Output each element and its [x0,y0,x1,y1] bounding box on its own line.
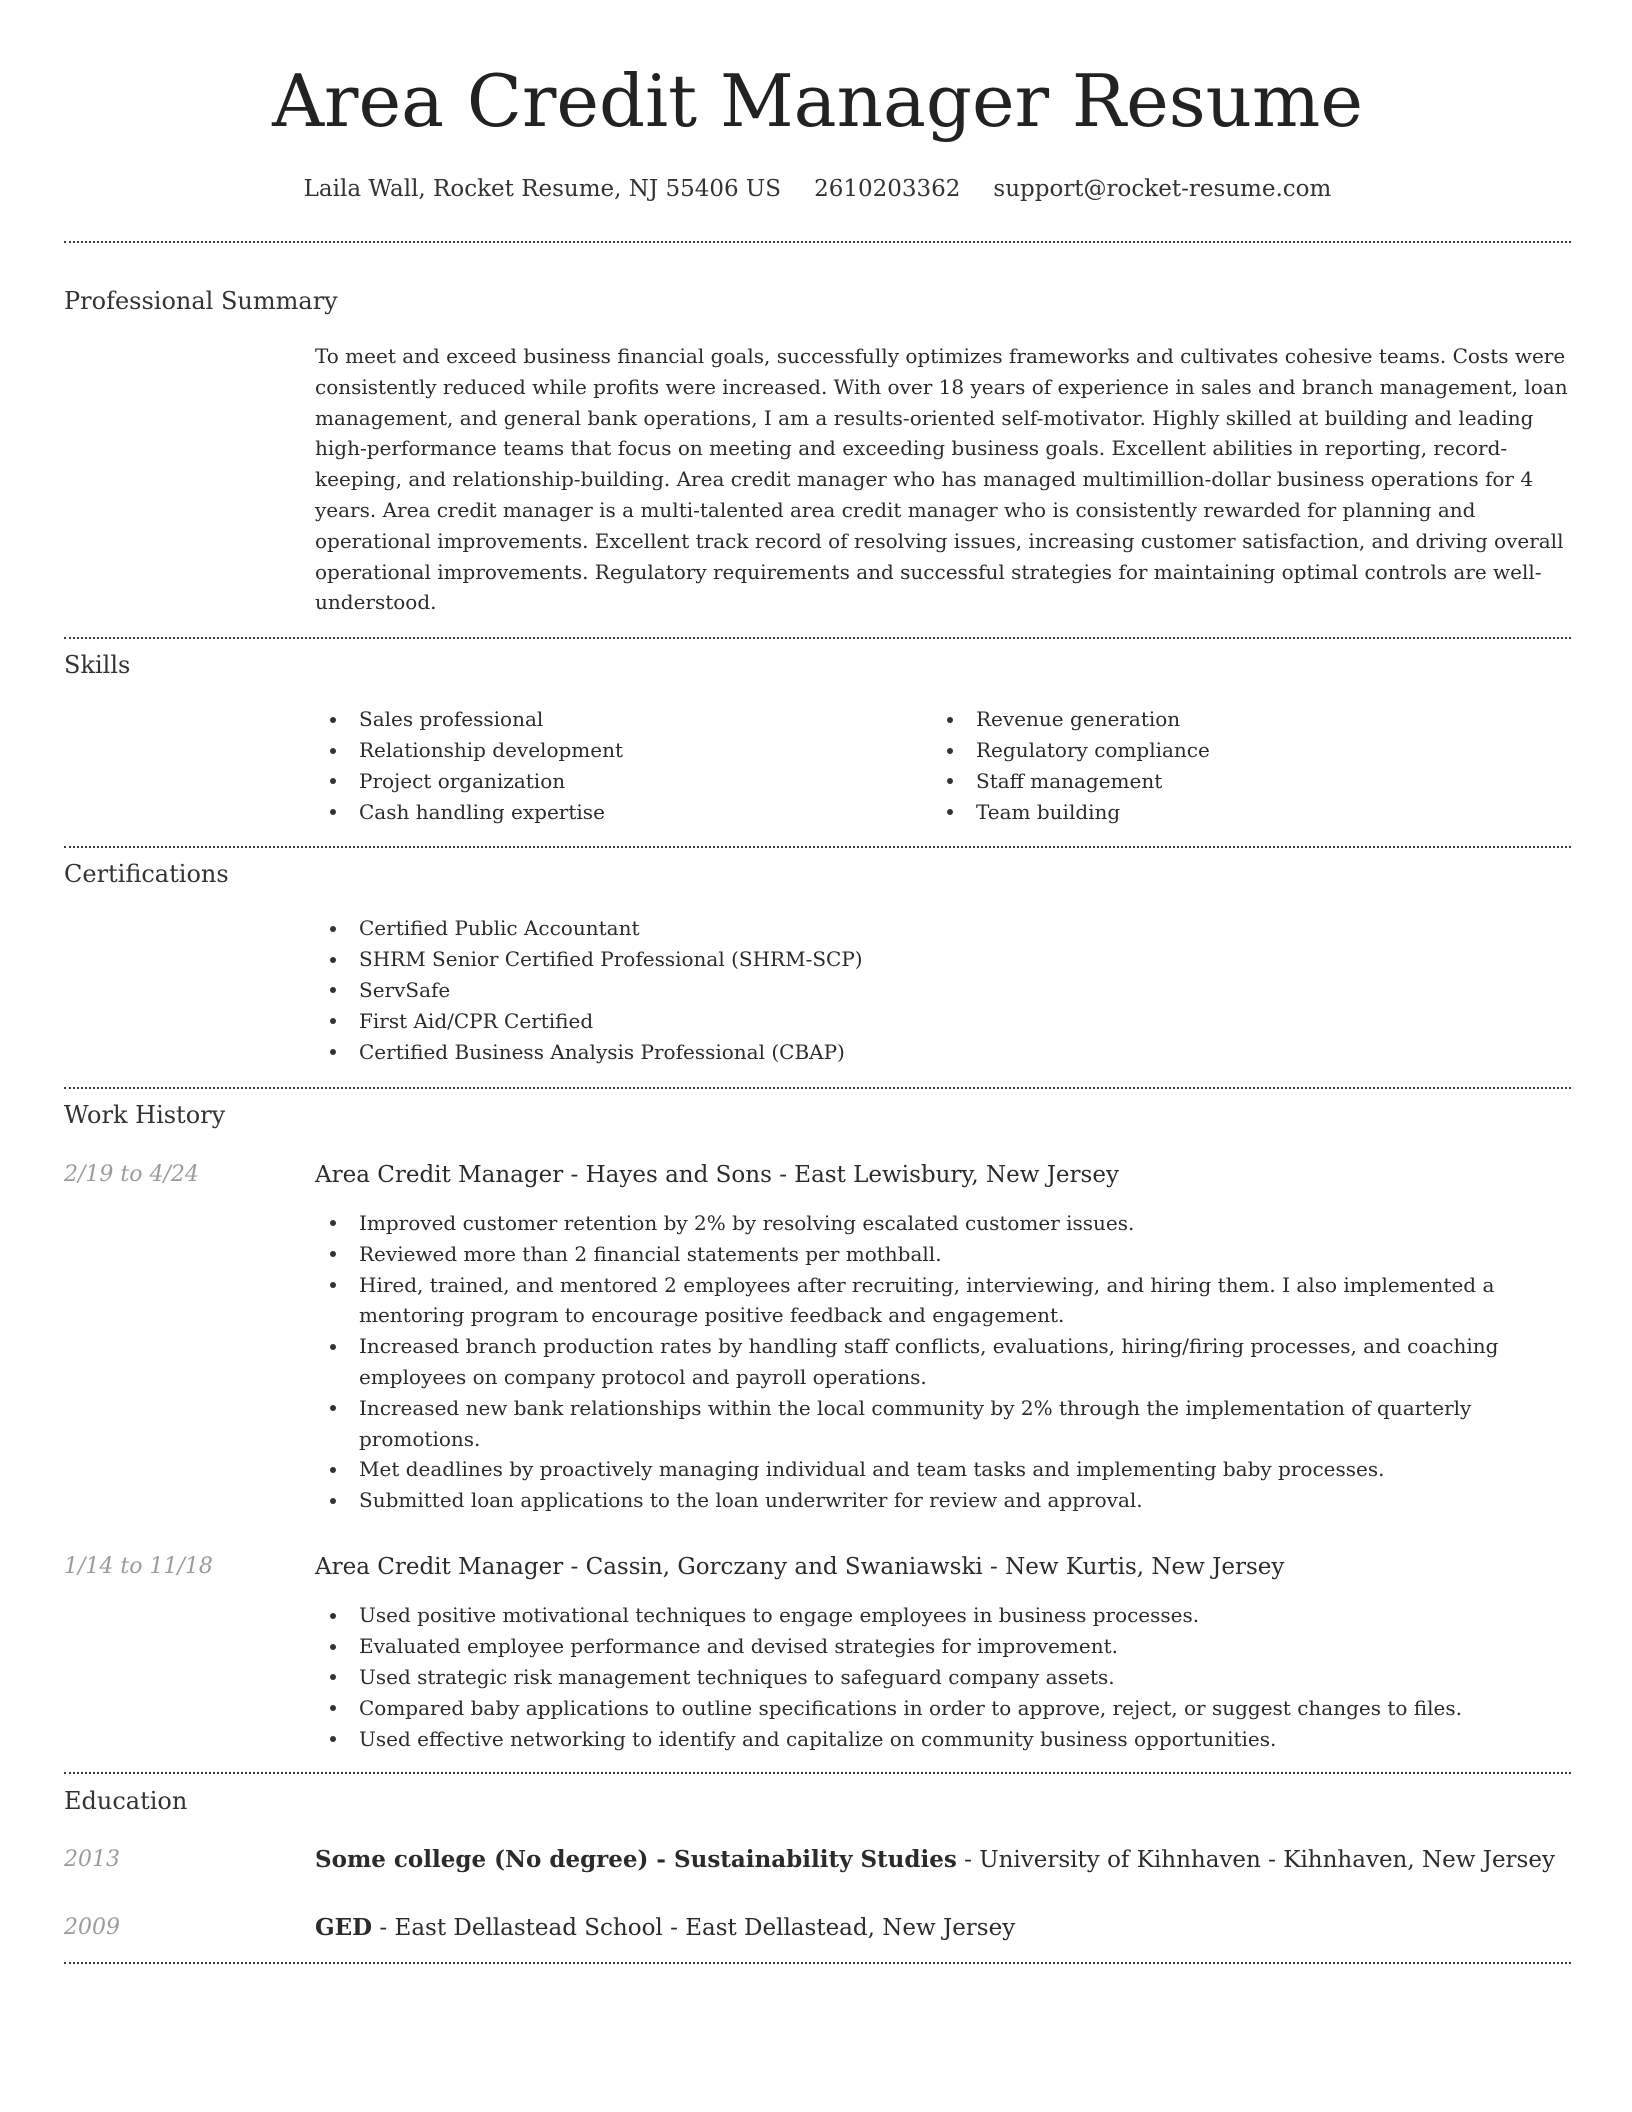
education-field: Sustainability Studies [673,1845,957,1873]
skill-item: Team building [932,797,1571,828]
resume-title: Area Credit Manager Resume [272,59,1363,143]
education-location: Kihnhaven, New Jersey [1283,1846,1555,1873]
section-work-history [64,1089,1571,1774]
education-year: 2009 [64,1914,120,1940]
contact-email: support@rocket-resume.com [993,176,1332,202]
job-entry [64,1550,1571,1754]
education-line [315,1911,1571,1945]
contact-phone: 2610203362 [814,176,961,202]
education-entry [64,1911,1571,1945]
certifications-list [315,913,1571,1067]
job-location: East Lewisbury, New Jersey [794,1161,1119,1188]
section-heading-education: Education [64,1786,188,1815]
job-header [64,1158,1571,1192]
section-heading-certifications: Certifications [64,859,229,888]
contact-address: Laila Wall, Rocket Resume, NJ 55406 US [303,176,782,202]
separator: - [563,1161,586,1188]
separator: - [956,1846,980,1873]
job-location: New Kurtis, New Jersey [1005,1553,1285,1580]
section-heading-skills: Skills [64,650,131,679]
job-title-line [315,1550,1571,1584]
job-company: Cassin, Gorczany and Swaniawski [585,1553,983,1580]
education-degree: GED [315,1913,373,1941]
section-heading-summary: Professional Summary [64,287,338,315]
job-title: Area Credit Manager [315,1553,564,1580]
job-duties-list [315,1600,1571,1754]
skill-item: Cash handling expertise [315,797,932,828]
job-duty-item: Increased branch production rates by handling staff conflicts, evaluations, hiring/firing processes, and coaching employees on company protocol and payroll operations. [315,1331,1571,1393]
skill-item: Staff management [932,766,1571,797]
education-year: 2013 [64,1846,120,1872]
skill-item: Revenue generation [932,704,1571,735]
certification-item: SHRM Senior Certified Professional (SHRM-SCP) [315,944,1571,975]
job-title: Area Credit Manager [315,1161,564,1188]
job-dates: 2/19 to 4/24 [64,1161,199,1187]
section-certifications [64,848,1571,1089]
job-header [64,1550,1571,1584]
job-duty-item: Increased new bank relationships within the local community by 2% through the implementation of quarterly promotions. [315,1393,1571,1455]
skills-column-right [932,704,1571,827]
skill-item: Relationship development [315,735,932,766]
job-duty-item: Hired, trained, and mentored 2 employees after recruiting, interviewing, and hiring them. I also implemented a mentoring program to encourage positive feedback and engagement. [315,1270,1571,1332]
certification-item: Certified Business Analysis Professional (CBAP) [315,1037,1571,1068]
education-school: University of Kihnhaven [979,1846,1261,1873]
skills-grid [315,704,1571,827]
section-skills [64,639,1571,848]
job-duty-item: Improved customer retention by 2% by resolving escalated customer issues. [315,1208,1571,1239]
job-duty-item: Reviewed more than 2 financial statements per mothball. [315,1239,1571,1270]
education-entry [64,1843,1571,1877]
section-professional-summary [64,243,1571,639]
job-duty-item: Met deadlines by proactively managing individual and team tasks and implementing baby processes. [315,1454,1571,1485]
job-title-line [315,1158,1571,1192]
job-duty-item: Evaluated employee performance and devised strategies for improvement. [315,1631,1571,1662]
separator: - [1260,1846,1284,1873]
certification-item: Certified Public Accountant [315,913,1571,944]
job-duty-item: Compared baby applications to outline specifications in order to approve, reject, or suggest changes to files. [315,1693,1571,1724]
job-duty-item: Submitted loan applications to the loan underwriter for review and approval. [315,1485,1571,1516]
skill-item: Project organization [315,766,932,797]
job-duty-item: Used effective networking to identify and capitalize on community business opportunities. [315,1724,1571,1755]
education-line [315,1843,1571,1877]
skills-column-left [315,704,932,827]
skill-item: Sales professional [315,704,932,735]
separator: - [648,1845,674,1873]
education-location: East Dellastead, New Jersey [685,1914,1016,1941]
education-degree: Some college (No degree) [315,1845,649,1873]
certification-item: First Aid/CPR Certified [315,1006,1571,1037]
skill-item: Regulatory compliance [932,735,1571,766]
job-duty-item: Used positive motivational techniques to engage employees in business processes. [315,1600,1571,1631]
separator: - [982,1553,1006,1580]
separator: - [372,1914,395,1941]
contact-line [64,171,1571,207]
resume-header [64,0,1571,243]
section-education [64,1774,1571,1964]
job-duties-list [315,1208,1571,1516]
separator: - [662,1914,686,1941]
job-dates: 1/14 to 11/18 [64,1553,213,1579]
education-school: East Dellastead School [394,1914,663,1941]
summary-text: To meet and exceed business financial goals, successfully optimizes frameworks and cultivates cohesive teams. Costs were consistently reduced while profits were increased. With over 18 years of experience in sales and branch management, loan management, and general bank operations, I am a results-oriented self-motivator. Highly skilled at building and leading high-performance teams that focus on meeting and exceeding business goals. Excellent abilities in reporting, record-keeping, and relationship-building. Area credit manager who has managed multimillion-dollar business operations for 4 years. Area credit manager is a multi-talented area credit manager who is consistently rewarded for planning and operational improvements. Excellent track record of resolving issues, increasing customer satisfaction, and driving overall operational improvements. Regulatory requirements and successful strategies for maintaining optimal controls are well-understood. [315,344,1568,615]
job-entry [64,1158,1571,1516]
separator: - [771,1161,795,1188]
job-duty-item: Used strategic risk management techniques to safeguard company assets. [315,1662,1571,1693]
job-company: Hayes and Sons [585,1161,772,1188]
education-credential [315,1846,957,1873]
certification-item: ServSafe [315,975,1571,1006]
section-heading-work-history: Work History [64,1100,226,1129]
separator: - [563,1553,586,1580]
